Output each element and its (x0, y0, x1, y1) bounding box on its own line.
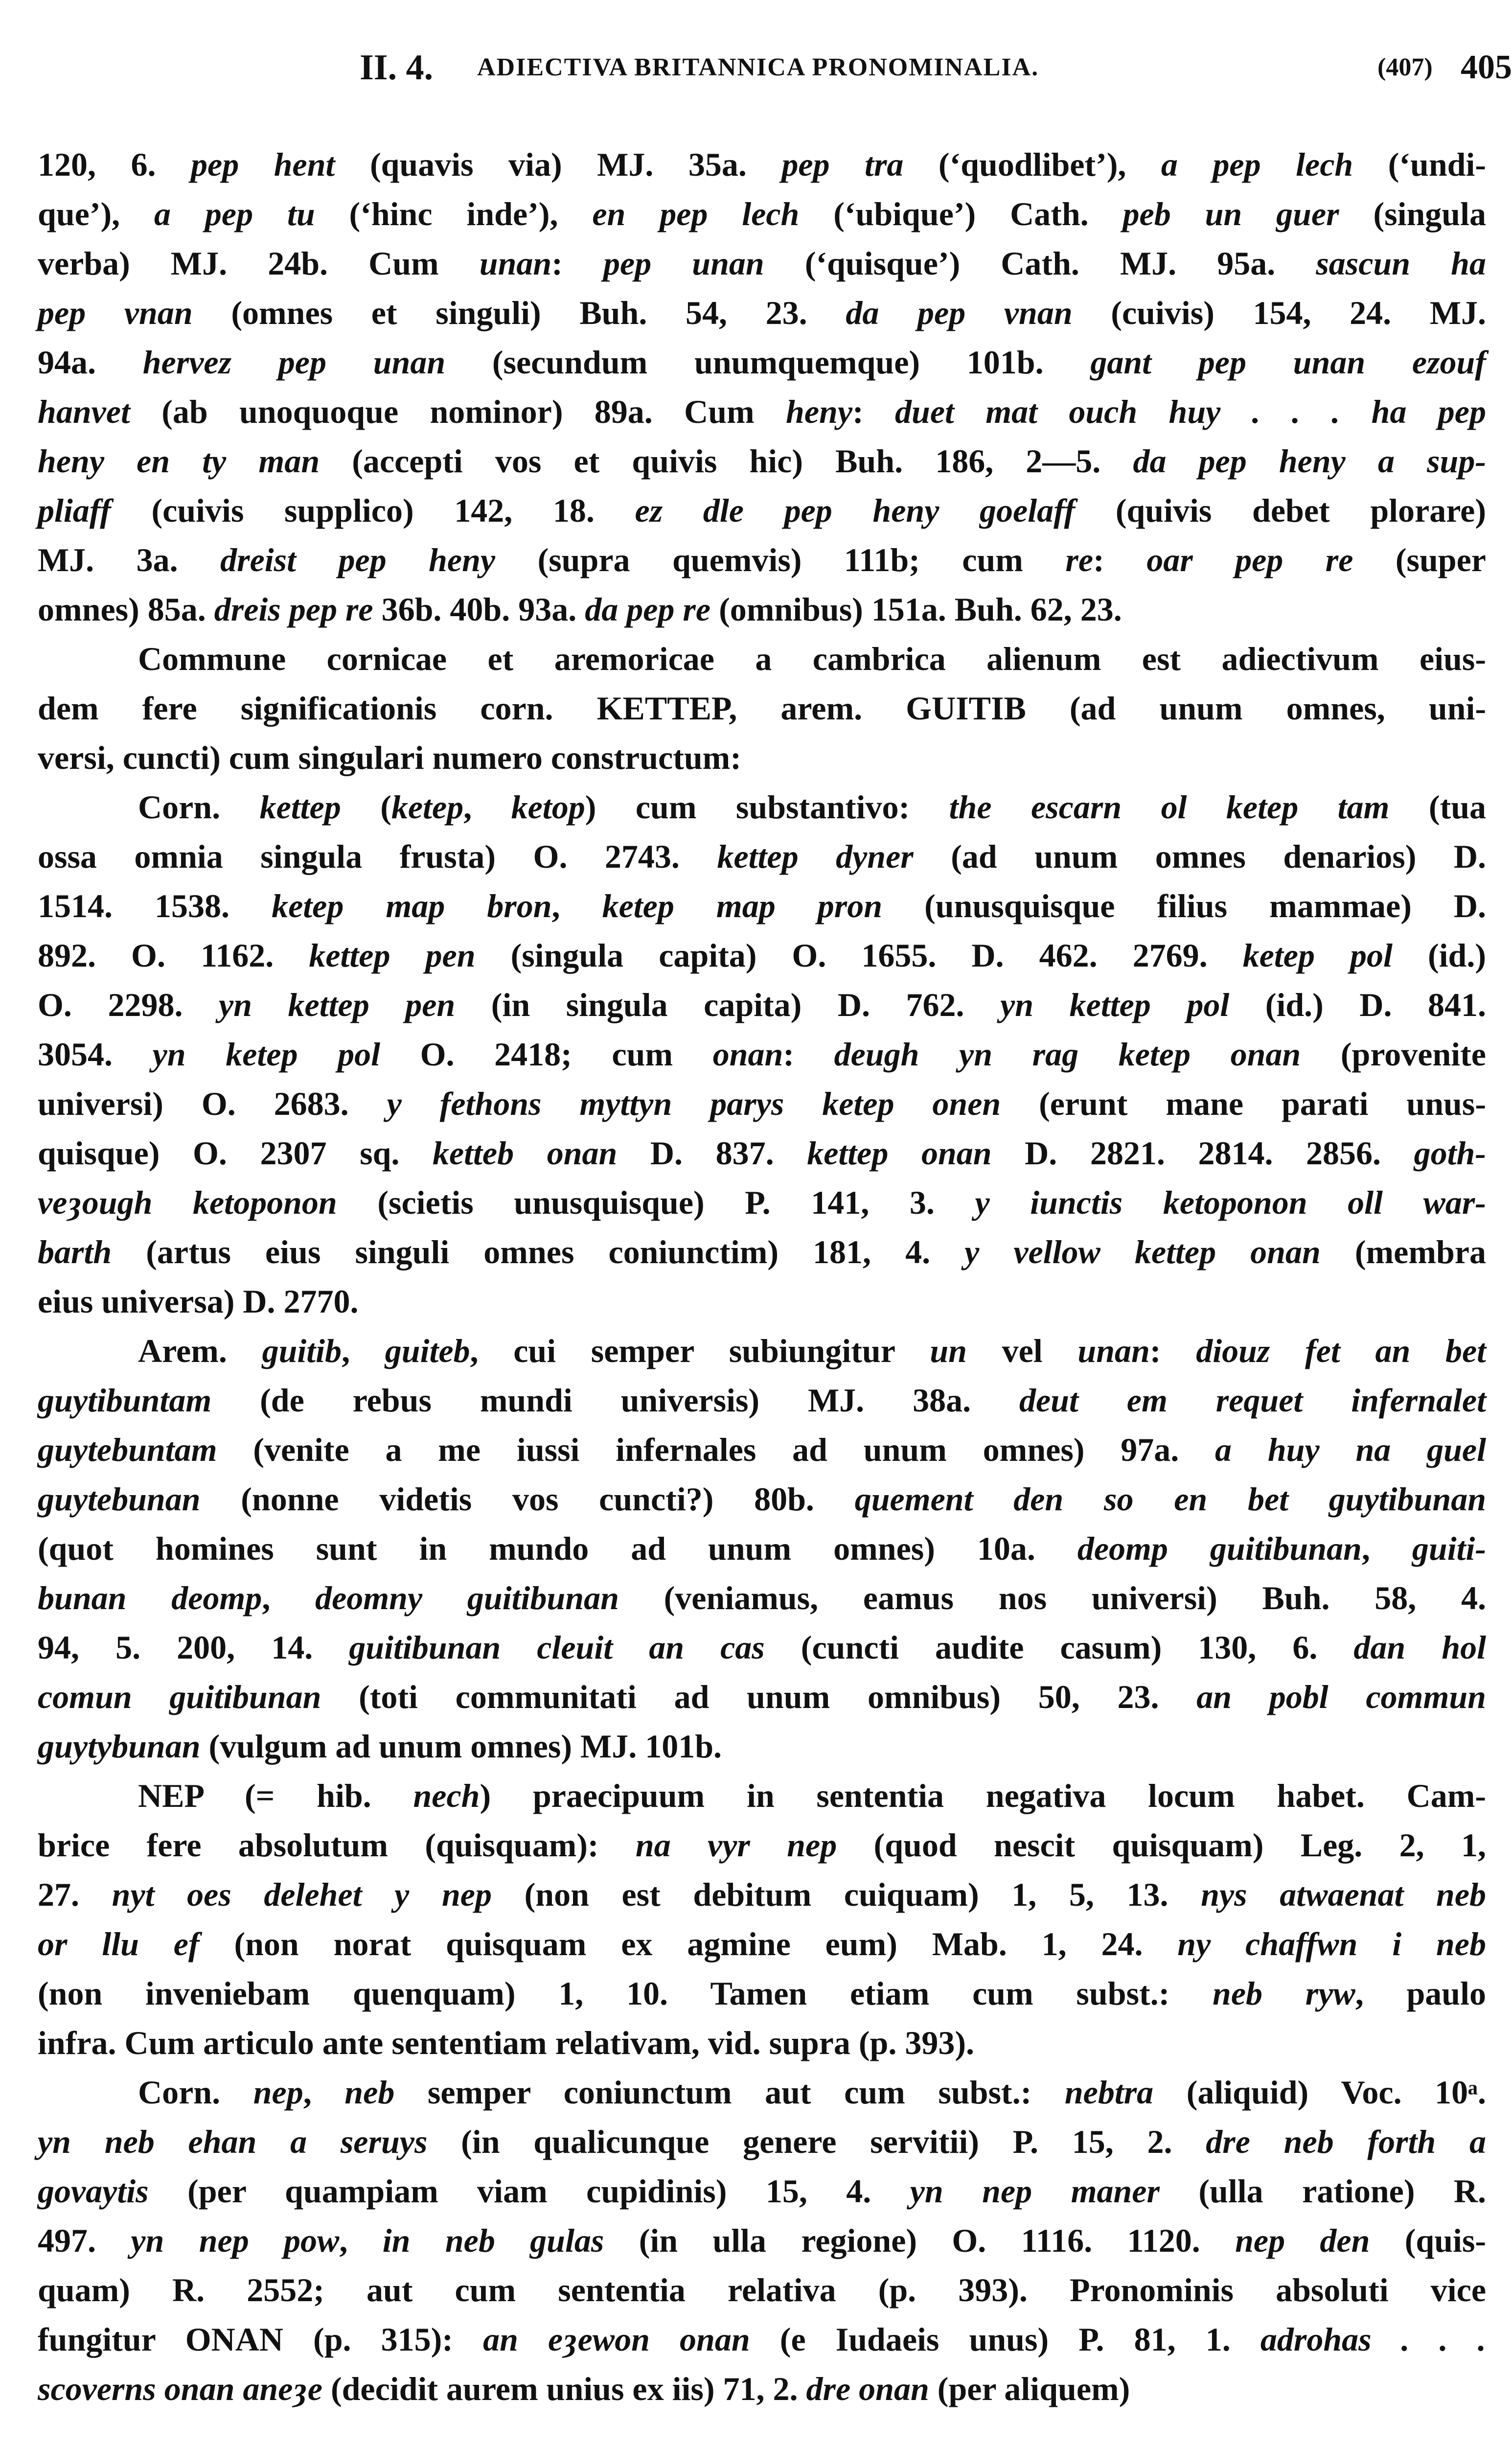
italic-text: da pep re (585, 591, 711, 628)
roman-text: Corn. (138, 788, 260, 826)
roman-text: 497. (38, 2222, 131, 2259)
roman-text: : (1149, 1332, 1196, 1369)
italic-text: ketep (391, 788, 464, 826)
roman-text: (veniamus, eamus nos universi) Buh. 58, 4. (619, 1579, 1487, 1616)
roman-text: , (463, 788, 511, 826)
roman-text: dem fere significationis corn. KETTEP, arem. GUITIB (ad unum omnes, uni- (38, 690, 1486, 727)
italic-text: nech (413, 1777, 480, 1814)
text-line (38, 1227, 1486, 1277)
text-line (38, 2364, 1486, 2414)
original-page-number: (407) (1377, 53, 1433, 81)
italic-text: diouz fet an bet (1196, 1332, 1487, 1369)
roman-text: (vulgum ad unum omnes) MJ. 101b. (200, 1728, 722, 1765)
italic-text: duet mat ouch huy . . . ha pep (895, 393, 1486, 430)
italic-text: da pep vnan (846, 294, 1073, 331)
italic-text: peb un guer (1123, 195, 1339, 232)
italic-text: guytybunan (38, 1728, 201, 1765)
italic-text: veȝough ketoponon (38, 1184, 337, 1221)
text-line (38, 535, 1486, 585)
text-line (38, 2265, 1486, 2315)
text-line (38, 1722, 1486, 1771)
italic-text: deomp guitibunan (1077, 1530, 1362, 1567)
roman-text: (decidit aurem unius ex iis) 71, 2. (322, 2370, 806, 2407)
text-line (38, 288, 1486, 338)
italic-text: pep hent (191, 146, 335, 183)
roman-text: 94, 5. 200, 14. (38, 1629, 349, 1666)
roman-text: : (852, 393, 895, 430)
roman-text: (id.) (1392, 937, 1487, 974)
roman-text: eius universa) D. 2770. (38, 1283, 359, 1320)
text-line (38, 1129, 1486, 1178)
italic-text: re (1065, 541, 1094, 578)
italic-text: heny en ty man (38, 442, 320, 480)
italic-text: hanvet (38, 393, 130, 430)
text-line (38, 338, 1486, 387)
italic-text: guytibuntam (38, 1382, 212, 1419)
roman-text: (secundum unumquemque) 101b. (445, 344, 1091, 381)
italic-text: na vyr nep (635, 1826, 837, 1864)
roman-text: (non inveniebam quenquam) 1, 10. Tamen etiam cum subst.: (38, 1975, 1213, 2012)
italic-text: nep den (1235, 2222, 1370, 2259)
italic-text: kettep onan (807, 1134, 992, 1172)
roman-text: , (1361, 1530, 1412, 1567)
italic-text: ketep map bron (272, 887, 552, 924)
roman-text: D. 837. (617, 1134, 807, 1172)
italic-text: bunan deomp (38, 1579, 262, 1616)
italic-text: guitibunan cleuit an cas (349, 1629, 765, 1666)
text-line (38, 1277, 1486, 1326)
italic-text: pep unan (603, 245, 764, 282)
roman-text: (cuivis supplico) 142, 18. (111, 492, 635, 529)
roman-text: , (262, 1579, 316, 1616)
roman-text: infra. Cum articulo ante sententiam relativam, vid. supra (p. 393). (38, 2024, 974, 2061)
text-line (38, 437, 1486, 486)
italic-text: ketop (511, 788, 585, 826)
italic-text: en pep lech (592, 195, 800, 232)
roman-text: ) cum substantivo: (585, 788, 949, 826)
italic-text: guitib (262, 1332, 342, 1369)
roman-text: (singula capita) O. 1655. D. 462. 2769. (475, 937, 1243, 974)
italic-text: unan (479, 245, 552, 282)
roman-text: (unusquisque filius mammae) D. (882, 887, 1487, 924)
text-line (38, 1376, 1486, 1425)
paragraph (38, 2068, 1486, 2414)
italic-text: kettep (259, 788, 341, 826)
italic-text: pliaff (38, 492, 111, 529)
roman-text: O. 2298. (38, 986, 219, 1023)
text-line (38, 239, 1486, 288)
text-line (38, 1524, 1486, 1573)
roman-text: (erunt mane parati unus- (1001, 1085, 1486, 1122)
roman-text: (quot homines sunt in mundo ad unum omnes) 10a. (38, 1530, 1077, 1567)
roman-text: Corn. (138, 2074, 253, 2111)
roman-text: quam) R. 2552; aut cum sententia relativa (p. 393). Pronominis absoluti vice (38, 2271, 1486, 2308)
roman-text: (de rebus mundi universis) MJ. 38a. (211, 1382, 1019, 1419)
italic-text: kettep pen (309, 937, 476, 974)
roman-text: (ab unoquoque nominor) 89a. Cum (130, 393, 786, 430)
text-line (38, 1079, 1486, 1129)
roman-text: (provenite (1301, 1036, 1486, 1073)
roman-text: (omnibus) 151a. Buh. 62, 23. (710, 591, 1122, 628)
roman-text: (‘hinc inde’), (315, 195, 593, 232)
roman-text: semper coniunctum aut cum subst.: (394, 2074, 1065, 2111)
roman-text: 1514. 1538. (38, 887, 272, 924)
italic-text: in neb gulas (382, 2222, 604, 2259)
paragraph (38, 634, 1486, 783)
text-line (38, 1573, 1486, 1623)
roman-text: (per quampiam viam cupidinis) 15, 4. (148, 2172, 910, 2210)
roman-text: (quivis debet plorare) (1075, 492, 1486, 529)
roman-text: 3054. (38, 1036, 153, 1073)
text-line (38, 585, 1486, 634)
italic-text: adrohas . . . (1260, 2321, 1487, 2358)
body-text (38, 140, 1486, 2414)
italic-text: scoverns onan aneȝe (38, 2370, 322, 2407)
roman-text: ossa omnia singula frusta) O. 2743. (38, 838, 717, 875)
roman-text: (super (1353, 541, 1486, 578)
roman-text: Commune cornicae et aremoricae a cambrica alienum est adiectivum eius- (138, 640, 1486, 677)
italic-text: y vellow kettep onan (964, 1233, 1321, 1270)
paragraph (38, 140, 1486, 634)
text-line (38, 2167, 1486, 2216)
italic-text: ketep map pron (602, 887, 883, 924)
italic-text: deomny guitibunan (315, 1579, 619, 1616)
text-line (38, 2315, 1486, 2364)
roman-text: omnes) 85a. (38, 591, 214, 628)
roman-text: (‘undi- (1353, 146, 1486, 183)
roman-text: 27. (38, 1876, 112, 1913)
text-line (38, 684, 1486, 733)
roman-text: Arem. (138, 1332, 262, 1369)
roman-text: MJ. 3a. (38, 541, 221, 578)
roman-text: (ad unum omnes denarios) D. (913, 838, 1486, 875)
text-line (38, 189, 1486, 239)
text-line (38, 1771, 1486, 1821)
roman-text: (tua (1389, 788, 1487, 826)
italic-text: nyt oes delehet y nep (112, 1876, 492, 1913)
roman-text: : (551, 245, 603, 282)
text-line (38, 1030, 1486, 1079)
roman-text: (in ulla regione) O. 1116. 1120. (604, 2222, 1236, 2259)
roman-text: (in singula capita) D. 762. (455, 986, 1001, 1023)
running-header (0, 43, 1512, 92)
text-line (38, 140, 1486, 189)
italic-text: dre onan (806, 2370, 929, 2407)
italic-text: guytebunan (38, 1480, 201, 1518)
italic-text: da pep heny a sup- (1133, 442, 1487, 480)
running-title: ADIECTIVA BRITANNICA PRONOMINALIA. (477, 53, 1039, 81)
text-line (38, 1969, 1486, 2018)
roman-text: (in qualicunque genere servitii) P. 15, 2. (427, 2123, 1206, 2160)
italic-text: neb (344, 2074, 395, 2111)
roman-text: que’), (38, 195, 154, 232)
roman-text: ( (341, 788, 391, 826)
italic-text: heny (786, 393, 853, 430)
roman-text: 94a. (38, 344, 143, 381)
roman-text: (omnes et singuli) Buh. 54, 23. (192, 294, 846, 331)
roman-text: , cui semper subiungitur (470, 1332, 930, 1369)
roman-text: (‘quodlibet’), (903, 146, 1161, 183)
roman-text: (venite a me iussi infernales ad unum omnes) 97a. (217, 1431, 1215, 1468)
text-line (38, 2018, 1486, 2068)
italic-text: hervez pep unan (142, 344, 446, 381)
italic-text: deugh yn rag ketep onan (834, 1036, 1301, 1073)
italic-text: a huy na guel (1215, 1431, 1486, 1468)
roman-text: , (303, 2074, 345, 2111)
italic-text: oar pep re (1146, 541, 1353, 578)
italic-text: yn kettep pen (219, 986, 456, 1023)
italic-text: the escarn ol ketep tam (949, 788, 1390, 826)
paragraph (38, 1326, 1486, 1771)
text-line (38, 1623, 1486, 1672)
roman-text: (singula (1339, 195, 1487, 232)
roman-text: 120, 6. (38, 146, 191, 183)
italic-text: sascun ha (1316, 245, 1486, 282)
italic-text: unan (1077, 1332, 1150, 1369)
roman-text: (scietis unusquisque) P. 141, 3. (337, 1184, 975, 1221)
page-number: 405 (1461, 48, 1512, 86)
roman-text: : (783, 1036, 834, 1073)
italic-text: nys atwaenat neb (1201, 1876, 1486, 1913)
italic-text: guiteb (385, 1332, 470, 1369)
roman-text: versi, cuncti) cum singulari numero constructum: (38, 739, 741, 776)
italic-text: a pep lech (1161, 146, 1353, 183)
roman-text: , (339, 2222, 383, 2259)
roman-text: (per aliquem) (929, 2370, 1130, 2407)
italic-text: deut em requet infernalet (1019, 1382, 1486, 1419)
italic-text: pep vnan (38, 294, 193, 331)
italic-text: guytebuntam (38, 1431, 217, 1468)
italic-text: ez dle pep heny goelaff (635, 492, 1076, 529)
italic-text: a pep tu (154, 195, 315, 232)
italic-text: barth (38, 1233, 112, 1270)
italic-text: neb ryw (1213, 1975, 1355, 2012)
italic-text: nebtra (1064, 2074, 1154, 2111)
roman-text: brice fere absolutum (quisquam): (38, 1826, 636, 1864)
roman-text: O. 2418; cum (380, 1036, 713, 1073)
roman-text: vel (966, 1332, 1078, 1369)
italic-text: yn neb ehan a seruys (38, 2123, 428, 2160)
paragraph (38, 1771, 1486, 2068)
roman-text: , (551, 887, 602, 924)
roman-text: (membra (1320, 1233, 1486, 1270)
italic-text: dre neb forth a (1206, 2123, 1486, 2160)
roman-text: , (342, 1332, 385, 1369)
italic-text: comun guitibunan (38, 1678, 321, 1715)
text-line (38, 832, 1486, 881)
roman-text: , paulo (1355, 1975, 1487, 2012)
italic-text: yn nep maner (910, 2172, 1160, 2210)
roman-text: verba) MJ. 24b. Cum (38, 245, 480, 282)
italic-text: onan (712, 1036, 783, 1073)
text-line (38, 980, 1486, 1030)
italic-text: quement den so en bet guytibunan (854, 1480, 1487, 1518)
roman-text: fungitur ONAN (p. 315): (38, 2321, 483, 2358)
italic-text: dreis pep re (214, 591, 373, 628)
roman-text: (cuncti audite casum) 130, 6. (764, 1629, 1354, 1666)
italic-text: ketteb onan (432, 1134, 618, 1172)
italic-text: yn kettep pol (1000, 986, 1230, 1023)
text-line (38, 2068, 1486, 2117)
text-line (38, 1870, 1486, 1919)
roman-text: (e Iudaeis unus) P. 81, 1. (750, 2321, 1260, 2358)
roman-text: (quis- (1370, 2222, 1487, 2259)
roman-text: quisque) O. 2307 sq. (38, 1134, 433, 1172)
roman-text: (‘quisque’) Cath. MJ. 95a. (764, 245, 1316, 282)
italic-text: kettep dyner (717, 838, 914, 875)
roman-text: (ulla ratione) R. (1159, 2172, 1487, 2210)
text-line (38, 783, 1486, 832)
roman-text: D. 2821. 2814. 2856. (991, 1134, 1414, 1172)
roman-text: (nonne videtis vos cuncti?) 80b. (200, 1480, 855, 1518)
text-line (38, 1475, 1486, 1524)
italic-text: ketep pol (1242, 937, 1393, 974)
italic-text: an eȝewon onan (483, 2321, 750, 2358)
roman-text: NEP (= hib. (138, 1777, 413, 1814)
text-line (38, 634, 1486, 684)
italic-text: or llu ef (38, 1925, 200, 1962)
italic-text: an pobl commun (1196, 1678, 1486, 1715)
italic-text: dan hol (1353, 1629, 1486, 1666)
roman-text: (‘ubique’) Cath. (799, 195, 1123, 232)
italic-text: y iunctis ketoponon oll war- (975, 1184, 1487, 1221)
italic-text: yn ketep pol (152, 1036, 381, 1073)
italic-text: dreist pep heny (220, 541, 496, 578)
roman-text: (supra quemvis) 111b; cum (495, 541, 1066, 578)
italic-text: un (930, 1332, 967, 1369)
roman-text: (artus eius singuli omnes coniunctim) 181, 4. (112, 1233, 965, 1270)
italic-text: goth- (1414, 1134, 1486, 1172)
roman-text: (accepti vos et quivis hic) Buh. 186, 2—5. (320, 442, 1133, 480)
italic-text: guiti- (1412, 1530, 1487, 1567)
text-line (38, 1821, 1486, 1870)
italic-text: gant pep unan ezouf (1090, 344, 1487, 381)
roman-text: (non est debitum cuiquam) 1, 5, 13. (491, 1876, 1201, 1913)
section-number: II. 4. (360, 47, 434, 88)
roman-text: : (1093, 541, 1147, 578)
roman-text: (aliquid) Voc. 10ᵃ. (1153, 2074, 1487, 2111)
paragraph (38, 783, 1486, 1326)
roman-text: ) praecipuum in sententia negativa locum habet. Cam- (480, 1777, 1486, 1814)
text-line (38, 931, 1486, 980)
text-line (38, 1919, 1486, 1969)
roman-text: (quavis via) MJ. 35a. (335, 146, 782, 183)
text-line (38, 486, 1486, 535)
italic-text: y fethons myttyn parys ketep onen (387, 1085, 1001, 1122)
text-line (38, 1425, 1486, 1475)
text-line (38, 1178, 1486, 1227)
text-line (38, 387, 1486, 437)
text-line (38, 2216, 1486, 2265)
roman-text: (id.) D. 841. (1229, 986, 1487, 1023)
italic-text: ny chaffwn i neb (1177, 1925, 1486, 1962)
italic-text: govaytis (38, 2172, 149, 2210)
roman-text: 36b. 40b. 93a. (373, 591, 585, 628)
text-line (38, 733, 1486, 783)
roman-text: 892. O. 1162. (38, 937, 309, 974)
roman-text: (cuivis) 154, 24. MJ. (1072, 294, 1487, 331)
text-line (38, 1672, 1486, 1722)
text-line (38, 2117, 1486, 2167)
italic-text: yn nep pow (131, 2222, 340, 2259)
roman-text: universi) O. 2683. (38, 1085, 387, 1122)
roman-text: (toti communitati ad unum omnibus) 50, 23. (321, 1678, 1197, 1715)
italic-text: pep tra (781, 146, 904, 183)
italic-text: nep (253, 2074, 303, 2111)
text-line (38, 881, 1486, 931)
roman-text: (non norat quisquam ex agmine eum) Mab. 1, 24. (199, 1925, 1178, 1962)
roman-text: (quod nescit quisquam) Leg. 2, 1, (837, 1826, 1486, 1864)
text-line (38, 1326, 1486, 1376)
